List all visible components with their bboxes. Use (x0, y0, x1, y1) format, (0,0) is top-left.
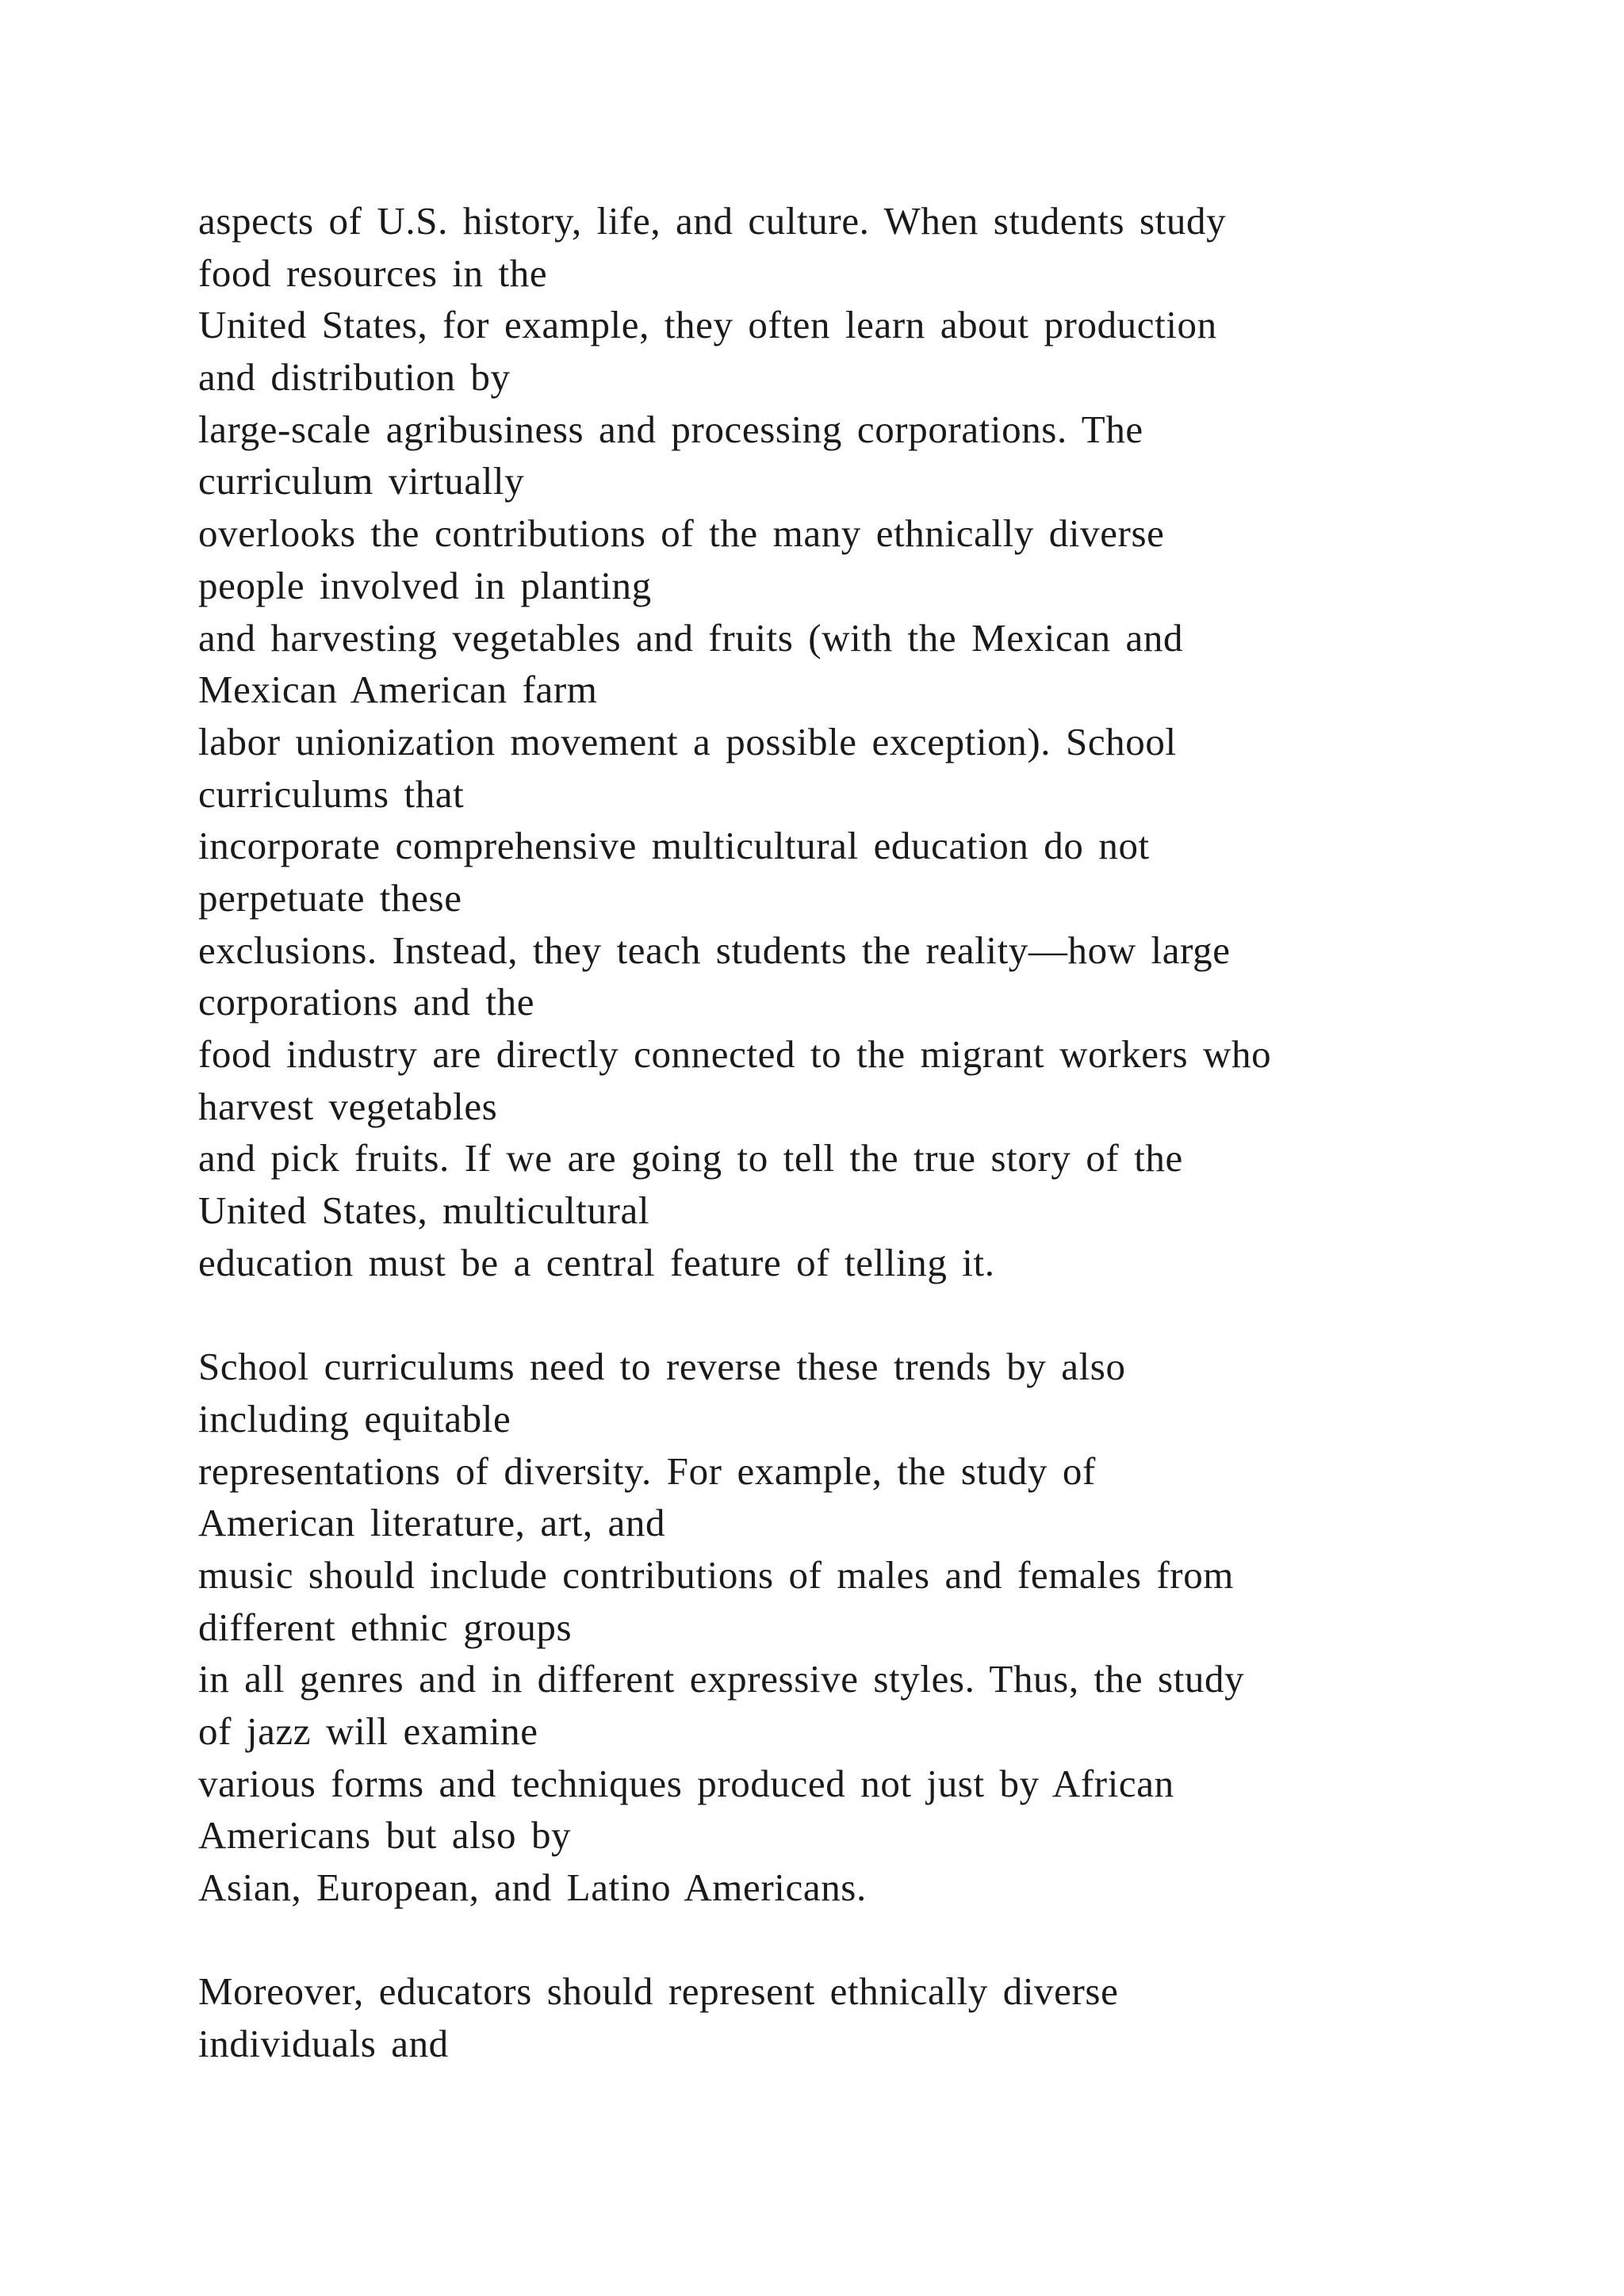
text-line: United States, multicultural (198, 1188, 650, 1233)
text-line: Americans but also by (198, 1813, 572, 1858)
text-line: Asian, European, and Latino Americans. (198, 1866, 867, 1909)
text-line: of jazz will examine (198, 1709, 538, 1753)
text-line: and pick fruits. If we are going to tell the true story of the (198, 1136, 1183, 1181)
paragraph-gap (198, 1914, 1610, 1966)
text-line: curriculums that (198, 771, 465, 816)
text-line: including equitable (198, 1396, 511, 1441)
text-line: education must be a central feature of telling it. (198, 1240, 995, 1284)
text-line: food industry are directly connected to the migrant workers who (198, 1032, 1272, 1076)
text-line: American literature, art, and (198, 1501, 666, 1545)
text-line: United States, for example, they often learn about production (198, 303, 1217, 347)
text-line: corporations and the (198, 980, 535, 1024)
text-line: exclusions. Instead, they teach students the reality—how large (198, 928, 1231, 972)
text-line: aspects of U.S. history, life, and culture. When students study (198, 199, 1227, 243)
text-line: perpetuate these (198, 875, 462, 920)
paragraph (198, 1341, 1610, 1914)
text-line: School curriculums need to reverse these trends by also (198, 1345, 1126, 1389)
text-line: and harvesting vegetables and fruits (with the Mexican and (198, 615, 1184, 660)
text-line: in all genres and in different expressive styles. Thus, the study (198, 1657, 1245, 1701)
text-line: large-scale agribusiness and processing corporations. The (198, 407, 1143, 451)
paragraph-gap (198, 1288, 1610, 1341)
text-line: labor unionization movement a possible exception). School (198, 719, 1177, 763)
text-line: people involved in planting (198, 563, 652, 607)
paragraph (198, 1965, 1610, 2069)
text-line: representations of diversity. For example, the study of (198, 1448, 1096, 1493)
text-line: different ethnic groups (198, 1605, 573, 1649)
paragraph (198, 195, 1610, 1288)
text-line: incorporate comprehensive multicultural education do not (198, 824, 1150, 868)
text-line: curriculum virtually (198, 459, 525, 503)
text-line: overlooks the contributions of the many ethnically diverse (198, 511, 1165, 556)
text-line: and distribution by (198, 355, 511, 400)
text-line: Mexican American farm (198, 668, 598, 712)
text-line: Moreover, educators should represent ethnically diverse (198, 1969, 1119, 2014)
text-line: music should include contributions of males and females from (198, 1552, 1235, 1597)
text-line: individuals and (198, 2022, 449, 2066)
text-line: harvest vegetables (198, 1084, 498, 1128)
text-line: food resources in the (198, 251, 548, 295)
body-text (198, 195, 1610, 2070)
text-line: various forms and techniques produced not just by African (198, 1761, 1174, 1805)
